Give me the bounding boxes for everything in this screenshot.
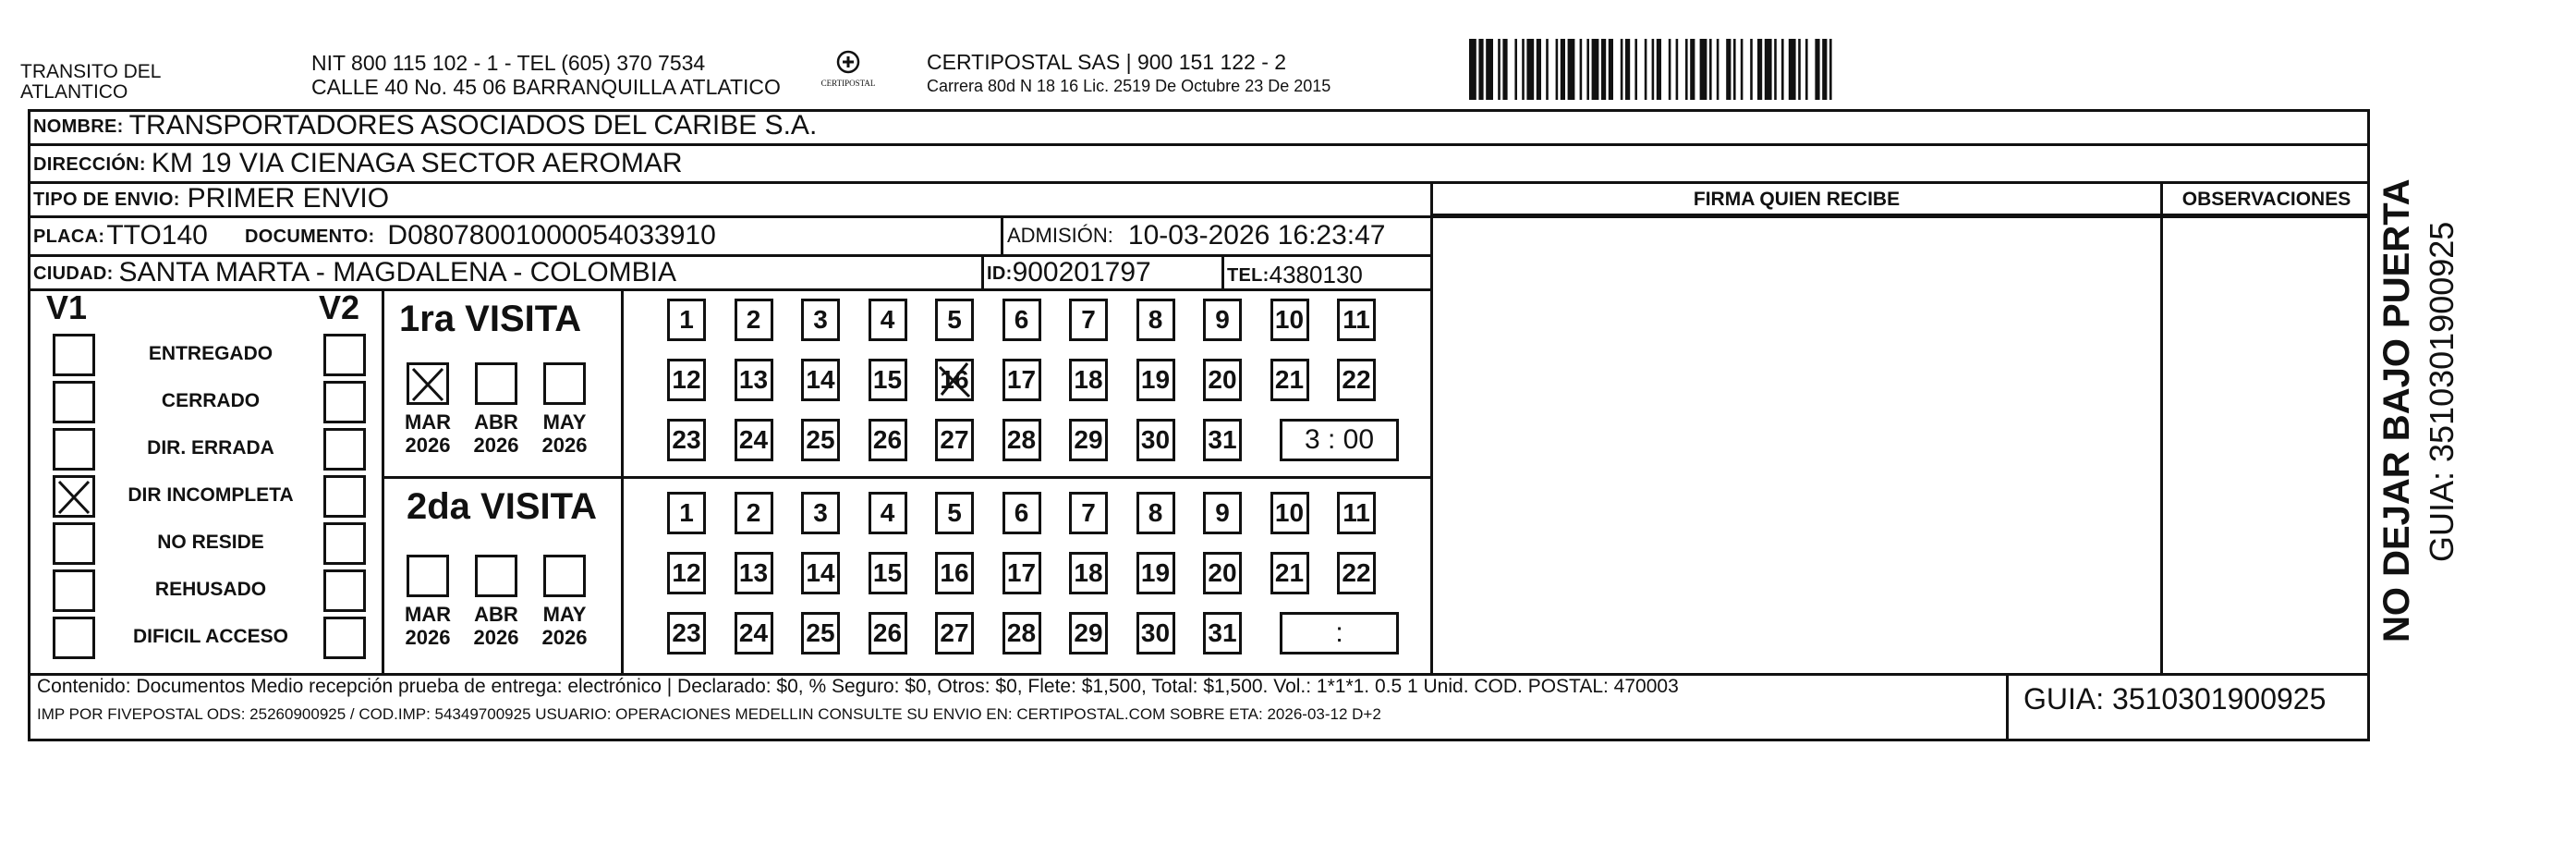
logo-text: CERTIPOSTAL — [820, 79, 876, 88]
status-label: CERRADO — [161, 390, 261, 411]
barcode-bar — [1514, 39, 1517, 100]
barcode-bar — [1546, 39, 1549, 100]
barcode-graphic — [1469, 39, 2190, 100]
documento-field — [245, 220, 716, 252]
day-box[interactable]: 18 — [1069, 359, 1108, 401]
v2-checkbox[interactable] — [323, 475, 366, 518]
barcode-bar — [1676, 39, 1679, 100]
day-box[interactable]: 24 — [735, 419, 773, 461]
v2-checkbox[interactable] — [323, 381, 366, 423]
month-name: MAR — [404, 410, 452, 434]
documento-label: DOCUMENTO: — [245, 226, 375, 247]
month-label — [400, 603, 456, 649]
side-guia-number: GUIA: 3510301900925 — [2423, 221, 2461, 562]
day-box[interactable]: 15 — [869, 359, 907, 401]
day-box[interactable]: 2 — [735, 492, 773, 534]
barcode-bar — [1478, 39, 1483, 100]
guia-number: GUIA: 3510301900925 — [2023, 682, 2327, 716]
section-divider — [621, 288, 624, 673]
day-box[interactable]: 18 — [1069, 552, 1108, 594]
barcode-bar — [1568, 39, 1575, 100]
month-label — [537, 603, 592, 649]
barcode-bar — [1537, 39, 1541, 100]
day-box[interactable]: 20 — [1203, 359, 1242, 401]
day-box[interactable]: 5 — [935, 299, 974, 341]
day-box[interactable]: 2 — [735, 299, 773, 341]
status-label: DIR INCOMPLETA — [128, 484, 294, 506]
month-checkbox[interactable] — [407, 555, 449, 597]
barcode-bar — [1526, 39, 1534, 100]
direccion-field — [33, 148, 683, 180]
barcode-bar — [1469, 39, 1476, 100]
day-box[interactable]: 20 — [1203, 552, 1242, 594]
day-box[interactable]: 31 — [1203, 419, 1242, 461]
barcode-bar — [1502, 39, 1507, 100]
day-box[interactable]: 26 — [869, 419, 907, 461]
barcode-bar — [1621, 39, 1623, 100]
day-box[interactable]: 29 — [1069, 419, 1108, 461]
day-box[interactable]: 13 — [735, 552, 773, 594]
second-visit-title: 2da VISITA — [407, 486, 597, 527]
barcode-bar — [1657, 39, 1661, 100]
day-box[interactable]: 12 — [667, 552, 706, 594]
field-separator — [1221, 254, 1224, 288]
firma-header: FIRMA QUIEN RECIBE — [1693, 189, 1901, 210]
day-box[interactable]: 30 — [1136, 419, 1175, 461]
barcode-bar — [1700, 39, 1707, 100]
barcode-bar — [1717, 39, 1719, 100]
barcode-bar — [1486, 39, 1493, 100]
barcode-bar — [1522, 39, 1525, 100]
direccion-value: KM 19 VIA CIENAGA SECTOR AEROMAR — [151, 148, 683, 178]
ciudad-value: SANTA MARTA - MAGDALENA - COLOMBIA — [118, 257, 677, 287]
barcode — [1469, 39, 2190, 100]
row-divider — [28, 143, 2370, 146]
tipo-envio-label: TIPO DE ENVIO: — [33, 190, 180, 210]
status-label: DIR. ERRADA — [147, 437, 274, 459]
day-box[interactable]: 7 — [1069, 492, 1108, 534]
sender-name-line1: TRANSITO DEL — [20, 61, 162, 82]
month-checkbox[interactable] — [407, 362, 449, 405]
status-label: DIFICIL ACCESO — [132, 626, 288, 647]
month-checkbox[interactable] — [475, 555, 517, 597]
first-visit-title: 1ra VISITA — [399, 299, 582, 339]
status-label: REHUSADO — [154, 579, 267, 600]
tipo-envio-field — [33, 183, 389, 215]
day-box[interactable]: 3 — [801, 492, 840, 534]
placa-label: PLACA: — [33, 226, 105, 247]
day-box[interactable]: 8 — [1136, 492, 1175, 534]
day-box[interactable]: 8 — [1136, 299, 1175, 341]
id-field — [987, 257, 1151, 289]
month-year: 2026 — [473, 434, 519, 457]
month-name: MAR — [404, 603, 452, 626]
day-box[interactable]: 23 — [667, 612, 706, 654]
column-header-divider — [1430, 214, 2370, 216]
ciudad-field — [33, 257, 676, 289]
barcode-bar — [1733, 39, 1736, 100]
day-box[interactable]: 27 — [935, 612, 974, 654]
courier-license: Carrera 80d N 18 16 Lic. 2519 De Octubre 23 De 2015 — [927, 77, 1331, 95]
v2-checkbox[interactable] — [323, 617, 366, 659]
day-box[interactable]: 3 — [801, 299, 840, 341]
month-name: ABR — [474, 410, 518, 434]
month-checkbox[interactable] — [475, 362, 517, 405]
nombre-value: TRANSPORTADORES ASOCIADOS DEL CARIBE S.A. — [128, 110, 818, 141]
nombre-label: NOMBRE: — [33, 116, 124, 137]
barcode-bar — [1561, 39, 1565, 100]
day-box[interactable]: 25 — [801, 419, 840, 461]
admision-field — [1007, 220, 1385, 251]
column-divider — [2160, 181, 2163, 673]
barcode-bar — [1690, 39, 1695, 100]
day-box[interactable]: 22 — [1337, 359, 1376, 401]
direccion-label: DIRECCIÓN: — [33, 154, 146, 175]
month-checkbox[interactable] — [543, 555, 586, 597]
barcode-bar — [1757, 39, 1762, 100]
barcode-bar — [1798, 39, 1801, 100]
barcode-bar — [1625, 39, 1630, 100]
barcode-bar — [1726, 39, 1731, 100]
day-box[interactable]: 19 — [1136, 359, 1175, 401]
day-box[interactable]: 17 — [1002, 359, 1041, 401]
month-name: MAY — [542, 603, 587, 626]
documento-value: D08078001000054033910 — [387, 220, 716, 251]
day-box[interactable]: 25 — [801, 612, 840, 654]
placa-value: TTO140 — [106, 220, 208, 251]
month-checkbox[interactable] — [543, 362, 586, 405]
barcode-bar — [1774, 39, 1777, 100]
day-box[interactable]: 26 — [869, 612, 907, 654]
month-year: 2026 — [405, 434, 451, 457]
day-box[interactable]: 23 — [667, 419, 706, 461]
barcode-bar — [1829, 39, 1832, 100]
barcode-bar — [1709, 39, 1712, 100]
day-box[interactable]: 29 — [1069, 612, 1108, 654]
day-box[interactable]: 17 — [1002, 552, 1041, 594]
day-box[interactable]: 22 — [1337, 552, 1376, 594]
barcode-bar — [1815, 39, 1819, 100]
barcode-bar — [1669, 39, 1671, 100]
nombre-field — [33, 110, 817, 142]
no-dejar-warning: NO DEJAR BAJO PUERTA — [2376, 178, 2417, 642]
month-name: MAY — [542, 410, 587, 434]
day-box[interactable]: 9 — [1203, 299, 1242, 341]
month-year: 2026 — [541, 626, 588, 649]
day-box[interactable]: 14 — [801, 552, 840, 594]
barcode-bar — [1652, 39, 1655, 100]
footer-imp-line: IMP POR FIVEPOSTAL ODS: 25260900925 / COD.IMP: 54349700925 USUARIO: OPERACIONES MEDELLIN CONSULTE SU ENVIO EN: CERTIPOSTAL.COM SOBRE ETA: 2026-03-12 D+2 — [37, 705, 1381, 723]
field-separator — [981, 254, 984, 288]
observations-area[interactable] — [2171, 222, 2361, 666]
barcode-bar — [1781, 39, 1784, 100]
day-box[interactable]: 9 — [1203, 492, 1242, 534]
ciudad-label: CIUDAD: — [33, 263, 114, 284]
day-box[interactable]: 12 — [667, 359, 706, 401]
day-box[interactable]: 28 — [1002, 612, 1041, 654]
admision-label: ADMISIÓN: — [1007, 224, 1113, 247]
month-label — [400, 410, 456, 457]
day-box[interactable]: 4 — [869, 492, 907, 534]
v1-header: V1 — [46, 288, 88, 326]
day-box[interactable]: 16 — [935, 552, 974, 594]
day-box[interactable]: 31 — [1203, 612, 1242, 654]
v2-checkbox[interactable] — [323, 569, 366, 612]
v2-checkbox[interactable] — [323, 522, 366, 565]
column-divider — [1430, 181, 1433, 673]
section-divider — [382, 288, 384, 673]
v2-checkbox[interactable] — [323, 428, 366, 471]
placa-field — [33, 220, 208, 252]
sender-address: CALLE 40 No. 45 06 BARRANQUILLA ATLATICO — [311, 75, 781, 99]
month-name: ABR — [474, 603, 518, 626]
barcode-bar — [1645, 39, 1647, 100]
id-label: ID: — [987, 263, 1013, 284]
x-mark-icon — [938, 361, 971, 398]
footer-content-line: Contenido: Documentos Medio recepción prueba de entrega: electrónico | Declarado: $0, % Seguro: $0, Otros: $0, Flete: $1,500, Total: $1,500. Vol.: 1*1*1. 0.5 1 Unid. COD. POSTAL: 470003 — [37, 676, 1679, 697]
status-label: NO RESIDE — [157, 532, 264, 553]
month-year: 2026 — [541, 434, 588, 457]
admision-value: 10-03-2026 16:23:47 — [1127, 220, 1386, 251]
observaciones-header: OBSERVACIONES — [2181, 189, 2351, 210]
month-year: 2026 — [405, 626, 451, 649]
barcode-bar — [1580, 39, 1583, 100]
day-box[interactable]: 6 — [1002, 492, 1041, 534]
day-box[interactable]: 21 — [1270, 552, 1309, 594]
day-box[interactable] — [935, 359, 974, 401]
v2-header: V2 — [319, 288, 360, 326]
day-box[interactable]: 1 — [667, 492, 706, 534]
footer-separator — [2006, 673, 2009, 741]
time-box[interactable]: : — [1280, 612, 1399, 654]
day-box[interactable]: 1 — [667, 299, 706, 341]
barcode-bar — [1609, 39, 1613, 100]
tel-value: 4380130 — [1269, 261, 1363, 288]
month-label — [468, 603, 524, 649]
barcode-bar — [1601, 39, 1606, 100]
barcode-bar — [1685, 39, 1688, 100]
day-box[interactable]: 4 — [869, 299, 907, 341]
barcode-bar — [1556, 39, 1559, 100]
day-box[interactable]: 15 — [869, 552, 907, 594]
v2-checkbox[interactable] — [323, 334, 366, 376]
sender-name-line2: ATLANTICO — [20, 81, 128, 103]
id-value: 900201797 — [1012, 257, 1151, 287]
day-box[interactable]: 27 — [935, 419, 974, 461]
day-box[interactable]: 19 — [1136, 552, 1175, 594]
month-label — [468, 410, 524, 457]
field-separator — [1001, 215, 1003, 254]
day-box[interactable]: 10 — [1270, 492, 1309, 534]
signature-area[interactable] — [1441, 222, 2153, 666]
day-box[interactable]: 11 — [1337, 492, 1376, 534]
barcode-bar — [1592, 39, 1599, 100]
x-mark-icon — [409, 365, 446, 402]
barcode-bar — [1750, 39, 1753, 100]
courier-company: CERTIPOSTAL SAS | 900 151 122 - 2 — [927, 50, 1287, 74]
status-label: ENTREGADO — [148, 343, 273, 364]
day-box[interactable]: 7 — [1069, 299, 1108, 341]
day-box[interactable]: 11 — [1337, 299, 1376, 341]
barcode-bar — [1586, 39, 1589, 100]
day-box[interactable]: 10 — [1270, 299, 1309, 341]
barcode-bar — [1805, 39, 1808, 100]
barcode-bar — [1765, 39, 1772, 100]
day-box[interactable]: 5 — [935, 492, 974, 534]
tel-field — [1227, 259, 1363, 291]
visit-divider — [382, 476, 1432, 479]
tipo-envio-value: PRIMER ENVIO — [187, 183, 390, 214]
barcode-bar — [1498, 39, 1501, 100]
day-box[interactable]: 13 — [735, 359, 773, 401]
sender-nit: NIT 800 115 102 - 1 - TEL (605) 370 7534 — [311, 51, 706, 75]
month-year: 2026 — [473, 626, 519, 649]
day-box[interactable]: 24 — [735, 612, 773, 654]
day-box[interactable]: 28 — [1002, 419, 1041, 461]
time-box[interactable]: 3 : 00 — [1280, 419, 1399, 461]
day-box[interactable]: 6 — [1002, 299, 1041, 341]
day-box[interactable]: 30 — [1136, 612, 1175, 654]
day-box[interactable]: 14 — [801, 359, 840, 401]
tel-label: TEL: — [1227, 265, 1270, 286]
barcode-bar — [1634, 39, 1637, 100]
day-number: 16 — [940, 365, 969, 394]
day-box[interactable]: 21 — [1270, 359, 1309, 401]
certipostal-logo — [811, 48, 885, 94]
month-label — [537, 410, 592, 457]
barcode-bar — [1789, 39, 1796, 100]
barcode-bar — [1822, 39, 1827, 100]
barcode-bar — [1741, 39, 1744, 100]
